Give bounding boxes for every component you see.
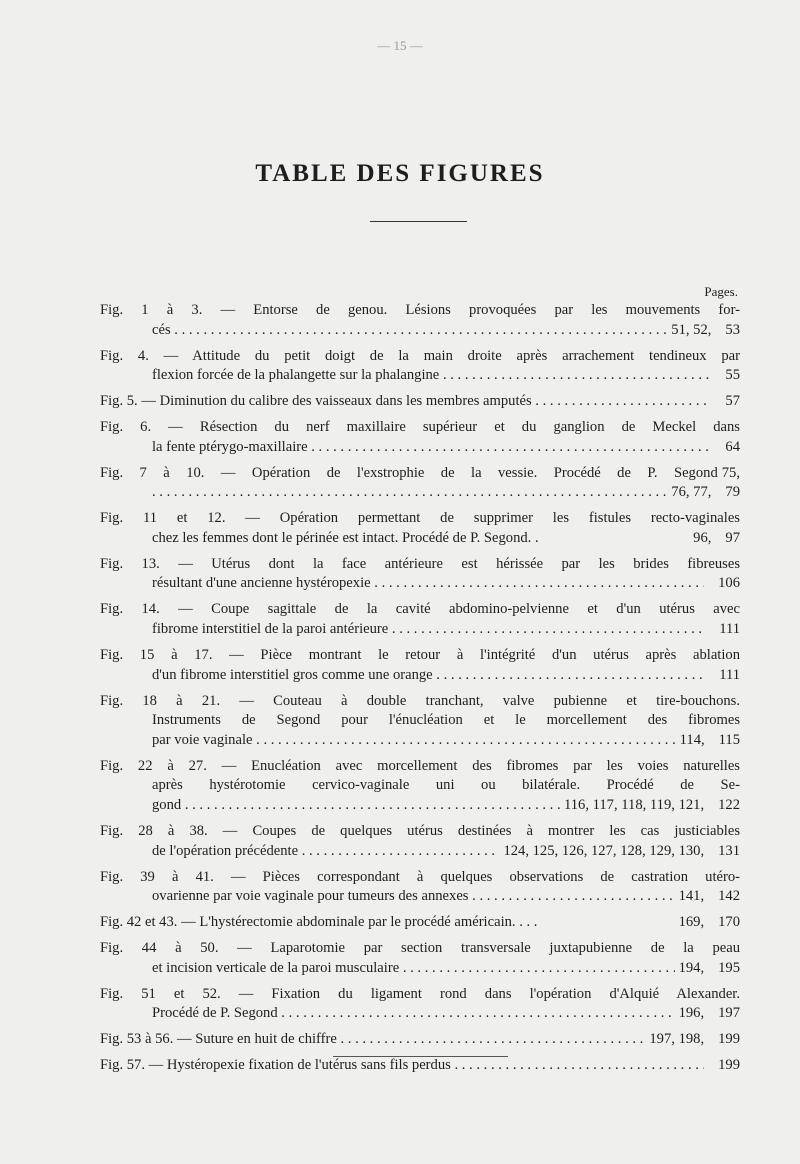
page-number-final: 122	[718, 796, 740, 813]
figure-caption-text: après hystérotomie cervico-vaginale uni ou bilatérale. Procédé de Se-	[152, 777, 740, 794]
figure-caption-text: Fig. 11 et 12. — Opération permettant de supprimer les fistules recto-vaginales	[100, 510, 740, 527]
figure-entry-line	[100, 822, 740, 842]
figure-caption-text: Fig. 57. — Hystéropexie fixation de l'utérus sans fils perdus . . .	[100, 1056, 704, 1076]
figure-caption-text: Fig. 15 à 17. — Pièce montrant le retour à l'intégrité d'un utérus après ablation	[100, 647, 740, 664]
figure-entry-line	[100, 1056, 740, 1076]
page-numbers: 197, 198,	[649, 1031, 705, 1048]
figure-entry-line	[100, 483, 740, 503]
figure-entry-line	[100, 347, 740, 367]
figure-caption-text: Fig. 39 à 41. — Pièces correspondant à quelques observations de castration utéro-	[100, 868, 740, 885]
page-number-final: 195	[718, 959, 740, 976]
page-numbers: 169,	[678, 914, 705, 931]
figure-entry	[100, 646, 740, 685]
page-numbers: 96,	[693, 529, 712, 546]
figure-entry	[100, 509, 740, 548]
page-number-final: 106	[718, 575, 740, 592]
page-numbers: 194,	[678, 959, 705, 976]
page-number-final: 111	[719, 666, 740, 683]
page-number-final: 131	[718, 842, 740, 859]
figure-caption-text: Fig. 42 et 43. — L'hystérectomie abdominale par le procédé américain. . . .	[100, 914, 538, 931]
figure-caption-text: fibrome interstitiel de la paroi antérieure . . .	[152, 620, 705, 640]
figure-entry	[100, 1056, 740, 1076]
page-numbers: 114,	[679, 731, 705, 748]
page-number-final: 111	[719, 621, 740, 638]
figure-caption-text: Instruments de Segond pour l'énucléation et le morcellement des fibromes	[152, 712, 740, 729]
figure-caption-text: Fig. 28 à 38. — Coupes de quelques utérus destinées à montrer les cas justiciables	[100, 822, 740, 839]
page-number-final: 55	[725, 367, 740, 384]
figure-entry-line	[100, 509, 740, 529]
figure-entry	[100, 347, 740, 386]
figure-caption-text: Fig. 14. — Coupe sagittale de la cavité abdomino-pelvienne et d'un utérus avec	[100, 601, 740, 618]
figure-entry	[100, 939, 740, 978]
page-numbers: 51, 52,	[671, 321, 712, 338]
figure-caption-text	[152, 483, 667, 503]
page-number-final: 53	[725, 321, 740, 338]
page-number-final: 197	[718, 1005, 740, 1022]
page-number-final: 142	[718, 888, 740, 905]
figure-entry-line	[100, 985, 740, 1005]
figure-entry	[100, 392, 740, 412]
figure-caption-text: Fig. 13. — Utérus dont la face antérieure est hérissée par les brides fibreuses	[100, 555, 740, 572]
figure-caption-text: de l'opération précédente . . .	[152, 842, 499, 862]
figure-caption-text: Fig. 22 à 27. — Enucléation avec morcellement des fibromes par les voies naturelles	[100, 757, 740, 774]
figure-entry-line	[100, 731, 740, 751]
figure-entry-line	[100, 464, 740, 484]
page-number-final: 64	[725, 438, 740, 455]
figure-caption-text: Fig. 1 à 3. — Entorse de genou. Lésions provoquées par les mouvements for-	[100, 302, 740, 318]
figure-caption-text: la fente ptérygo-maxillaire . . .	[152, 438, 711, 458]
figure-entry-line	[100, 711, 740, 731]
figure-caption-text: cés . . .	[152, 321, 667, 341]
figure-list	[100, 301, 740, 1082]
figure-entry	[100, 868, 740, 907]
figure-entry-line	[100, 959, 740, 979]
figure-entry	[100, 301, 740, 340]
figure-caption-text: Fig. 7 à 10. — Opération de l'exstrophie de la vessie. Procédé de P. Segond	[100, 464, 718, 481]
figure-entry	[100, 600, 740, 639]
figure-caption-text: d'un fibrome interstitiel gros comme une orange . . .	[152, 666, 705, 686]
figure-entry-line	[100, 529, 740, 549]
figure-entry-line	[100, 620, 740, 640]
figure-caption-text: flexion forcée de la phalangette sur la phalangine . . .	[152, 366, 711, 386]
figure-caption-text: Fig. 18 à 21. — Couteau à double tranchant, valve pubienne et tire-bouchons.	[100, 692, 740, 709]
page-number-final: 57	[725, 393, 740, 410]
figure-entry	[100, 555, 740, 594]
figure-entry	[100, 985, 740, 1024]
figure-entry	[100, 692, 740, 751]
page-title: TABLE DES FIGURES	[255, 160, 545, 187]
page-header: — 15 —	[377, 38, 423, 53]
figure-caption-text: Fig. 5. — Diminution du calibre des vaisseaux dans les membres amputés . . .	[100, 392, 711, 412]
figure-entry-line	[100, 868, 740, 888]
title-rule	[370, 221, 467, 222]
figure-entry-line	[100, 600, 740, 620]
figure-caption-text: chez les femmes dont le périnée est intact. Procédé de P. Segond. .	[152, 529, 539, 546]
page-number-final: 199	[718, 1031, 740, 1048]
figure-entry-line	[100, 1030, 740, 1050]
page-number-final: 170	[718, 914, 740, 931]
figure-caption-text: Fig. 51 et 52. — Fixation du ligament rond dans l'opération d'Alquié Alexander.	[100, 985, 740, 1002]
figure-entry-line	[100, 757, 740, 777]
figure-caption-text: Fig. 44 à 50. — Laparotomie par section transversale juxtapubienne de la peau	[100, 940, 740, 957]
figure-caption-text: et incision verticale de la paroi musculaire . . .	[152, 959, 675, 979]
page-numbers: 141,	[678, 888, 705, 905]
figure-entry-line	[100, 366, 740, 386]
figure-entry-line	[100, 574, 740, 594]
figure-entry-line	[100, 666, 740, 686]
figure-caption-text: gond . . .	[152, 796, 560, 816]
page-numbers: 116, 117, 118, 119, 121,	[563, 796, 705, 813]
figure-entry-line	[100, 1004, 740, 1024]
figure-entry-line	[100, 776, 740, 796]
figure-entry-line	[100, 842, 740, 862]
figure-entry-line	[100, 321, 740, 341]
page-numbers: 76, 77,	[671, 484, 712, 501]
page-numbers: 75,	[721, 464, 740, 481]
closing-rule	[333, 1056, 508, 1057]
figure-entry-line	[100, 438, 740, 458]
figure-entry-line	[100, 796, 740, 816]
figure-entry	[100, 913, 740, 933]
figure-caption-text: par voie vaginale . . .	[152, 731, 676, 751]
figure-entry-line	[100, 392, 740, 412]
figure-entry-line	[100, 646, 740, 666]
figure-entry	[100, 464, 740, 503]
figure-entry	[100, 1030, 740, 1050]
figure-entry-line	[100, 555, 740, 575]
page-number-final: 199	[718, 1057, 740, 1074]
page-numbers: 124, 125, 126, 127, 128, 129, 130,	[503, 842, 705, 859]
figure-caption-text: Fig. 6. — Résection du nerf maxillaire supérieur et du ganglion de Meckel dans	[100, 419, 740, 436]
figure-caption-text: ovarienne par voie vaginale pour tumeurs des annexes . . .	[152, 887, 675, 907]
figure-entry	[100, 822, 740, 861]
page-number-final: 115	[718, 731, 740, 748]
figure-caption-text: Fig. 4. — Attitude du petit doigt de la main droite après arrachement tendineux par	[100, 347, 740, 364]
figure-entry	[100, 418, 740, 457]
figure-caption-text: Fig. 53 à 56. — Suture en huit de chiffre . . .	[100, 1030, 645, 1050]
figure-entry	[100, 757, 740, 816]
figure-caption-text: Procédé de P. Segond . . .	[152, 1004, 675, 1024]
figure-entry-line	[100, 887, 740, 907]
page-numbers: 196,	[678, 1005, 705, 1022]
figure-caption-text: résultant d'une ancienne hystéropexie . . .	[152, 574, 704, 594]
pages-column-label: Pages.	[704, 284, 738, 299]
figure-entry-line	[100, 913, 740, 933]
figure-entry-line	[100, 418, 740, 438]
figure-entry-line	[100, 939, 740, 959]
figure-entry-line	[100, 692, 740, 712]
page-number-final: 79	[725, 484, 740, 501]
page-number-final: 97	[725, 529, 740, 546]
figure-entry-line	[100, 301, 740, 321]
